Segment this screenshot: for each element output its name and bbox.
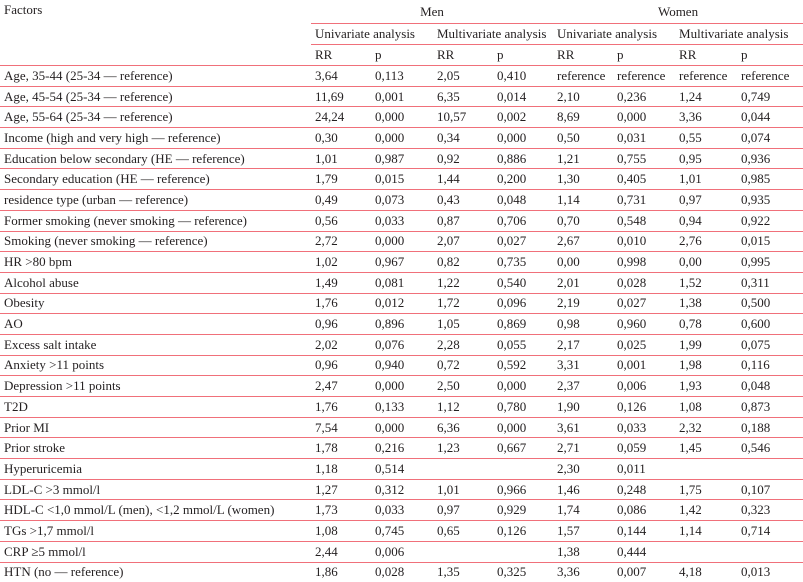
men-multivariate-p-cell: 0,000: [493, 128, 553, 149]
women-univariate-header: Univariate analysis: [553, 24, 675, 45]
men-univariate-p-cell: 0,073: [371, 190, 433, 211]
women-univariate-rr-cell: 1,90: [553, 397, 613, 418]
women-multivariate-rr-cell: 1,24: [675, 86, 737, 107]
men-multivariate-rr-cell: 1,22: [433, 272, 493, 293]
women-multivariate-p-cell: 0,985: [737, 169, 803, 190]
men-univariate-p-cell: 0,012: [371, 293, 433, 314]
men-univariate-p-cell: 0,745: [371, 521, 433, 542]
women-univariate-rr-cell: 2,37: [553, 376, 613, 397]
men-univariate-rr-header: RR: [311, 45, 371, 66]
men-univariate-p-cell: 0,076: [371, 334, 433, 355]
table-row: [0, 107, 803, 128]
table-row: [0, 459, 803, 480]
women-multivariate-p-cell: 0,116: [737, 355, 803, 376]
men-multivariate-rr-cell: 1,44: [433, 169, 493, 190]
women-multivariate-p-cell: 0,749: [737, 86, 803, 107]
men-multivariate-p-cell: 0,027: [493, 231, 553, 252]
women-multivariate-p-cell: 0,015: [737, 231, 803, 252]
men-univariate-p-cell: 0,133: [371, 397, 433, 418]
women-univariate-p-cell: 0,548: [613, 210, 675, 231]
men-multivariate-header: Multivariate analysis: [433, 24, 553, 45]
men-multivariate-rr-cell: 2,28: [433, 334, 493, 355]
men-multivariate-rr-cell: 2,07: [433, 231, 493, 252]
men-univariate-rr-cell: 1,27: [311, 479, 371, 500]
factor-label: Prior MI: [0, 417, 311, 438]
men-univariate-p-cell: 0,113: [371, 66, 433, 87]
men-multivariate-p-cell: 0,126: [493, 521, 553, 542]
women-univariate-p-cell: 0,444: [613, 541, 675, 562]
men-multivariate-p-header: p: [493, 45, 553, 66]
women-multivariate-rr-cell: 0,94: [675, 210, 737, 231]
women-univariate-p-cell: 0,248: [613, 479, 675, 500]
table-row: [0, 479, 803, 500]
men-univariate-rr-cell: 11,69: [311, 86, 371, 107]
men-multivariate-rr-cell: 0,92: [433, 148, 493, 169]
men-univariate-rr-cell: 1,86: [311, 562, 371, 582]
women-multivariate-p-cell: 0,995: [737, 252, 803, 273]
women-multivariate-p-cell: 0,922: [737, 210, 803, 231]
factor-label: Anxiety >11 points: [0, 355, 311, 376]
women-univariate-rr-cell: 3,61: [553, 417, 613, 438]
factor-label: Excess salt intake: [0, 334, 311, 355]
men-multivariate-p-cell: 0,780: [493, 397, 553, 418]
women-univariate-p-cell: 0,059: [613, 438, 675, 459]
men-multivariate-p-cell: 0,000: [493, 376, 553, 397]
factor-label: Smoking (never smoking — reference): [0, 231, 311, 252]
men-multivariate-p-cell: 0,002: [493, 107, 553, 128]
women-multivariate-p-cell: 0,323: [737, 500, 803, 521]
women-multivariate-p-cell: 0,714: [737, 521, 803, 542]
women-multivariate-p-cell: 0,873: [737, 397, 803, 418]
men-multivariate-p-cell: 0,869: [493, 314, 553, 335]
factor-label: Age, 45-54 (25-34 — reference): [0, 86, 311, 107]
women-univariate-rr-cell: 2,67: [553, 231, 613, 252]
women-multivariate-p-cell: 0,311: [737, 272, 803, 293]
women-univariate-rr-cell: 3,31: [553, 355, 613, 376]
factor-label: Prior stroke: [0, 438, 311, 459]
men-univariate-p-cell: 0,081: [371, 272, 433, 293]
factor-label: Secondary education (HE — reference): [0, 169, 311, 190]
table-row: [0, 66, 803, 87]
women-multivariate-rr-cell: 1,75: [675, 479, 737, 500]
women-multivariate-rr-cell: 2,32: [675, 417, 737, 438]
table-row: [0, 438, 803, 459]
women-univariate-p-cell: 0,025: [613, 334, 675, 355]
women-univariate-p-cell: 0,405: [613, 169, 675, 190]
men-univariate-p-cell: 0,514: [371, 459, 433, 480]
men-multivariate-rr-cell: 6,35: [433, 86, 493, 107]
table-row: [0, 397, 803, 418]
table-row: [0, 128, 803, 149]
men-multivariate-p-cell: 0,706: [493, 210, 553, 231]
table-row: [0, 541, 803, 562]
women-univariate-p-cell: 0,011: [613, 459, 675, 480]
women-univariate-rr-cell: 3,36: [553, 562, 613, 582]
women-multivariate-rr-cell: 1,14: [675, 521, 737, 542]
group-header-row: [0, 0, 803, 24]
factor-label: Age, 55-64 (25-34 — reference): [0, 107, 311, 128]
factor-label: HDL-C <1,0 mmol/L (men), <1,2 mmol/L (women): [0, 500, 311, 521]
factor-label: HTN (no — reference): [0, 562, 311, 582]
table-row: [0, 355, 803, 376]
men-group-header: Men: [311, 0, 553, 24]
men-multivariate-rr-cell: 1,72: [433, 293, 493, 314]
men-univariate-rr-cell: 0,96: [311, 314, 371, 335]
women-group-header: Women: [553, 0, 803, 24]
men-multivariate-rr-header: RR: [433, 45, 493, 66]
factor-label: Education below secondary (HE — reference): [0, 148, 311, 169]
factor-label: Hyperuricemia: [0, 459, 311, 480]
women-univariate-p-cell: 0,731: [613, 190, 675, 211]
women-univariate-p-cell: 0,086: [613, 500, 675, 521]
men-univariate-header: Univariate analysis: [311, 24, 433, 45]
women-multivariate-rr-cell: 1,42: [675, 500, 737, 521]
men-univariate-p-cell: 0,028: [371, 562, 433, 582]
men-univariate-rr-cell: 1,02: [311, 252, 371, 273]
women-univariate-p-cell: 0,010: [613, 231, 675, 252]
men-univariate-rr-cell: 0,96: [311, 355, 371, 376]
women-multivariate-rr-cell: 1,99: [675, 334, 737, 355]
women-univariate-p-cell: 0,007: [613, 562, 675, 582]
women-multivariate-p-cell: 0,044: [737, 107, 803, 128]
factor-label: HR >80 bpm: [0, 252, 311, 273]
men-multivariate-p-cell: 0,540: [493, 272, 553, 293]
table-row: [0, 417, 803, 438]
men-univariate-rr-cell: 3,64: [311, 66, 371, 87]
women-univariate-rr-cell: 2,71: [553, 438, 613, 459]
men-multivariate-rr-cell: 1,35: [433, 562, 493, 582]
table-row: [0, 148, 803, 169]
men-multivariate-rr-cell: 6,36: [433, 417, 493, 438]
factor-label: Former smoking (never smoking — reference): [0, 210, 311, 231]
factor-label: LDL-C >3 mmol/l: [0, 479, 311, 500]
factor-label: Age, 35-44 (25-34 — reference): [0, 66, 311, 87]
women-multivariate-p-cell: 0,600: [737, 314, 803, 335]
men-univariate-p-cell: 0,312: [371, 479, 433, 500]
women-multivariate-p-cell: 0,188: [737, 417, 803, 438]
men-univariate-p-cell: 0,216: [371, 438, 433, 459]
women-univariate-rr-cell: 8,69: [553, 107, 613, 128]
men-univariate-rr-cell: 0,56: [311, 210, 371, 231]
men-multivariate-rr-cell: 0,82: [433, 252, 493, 273]
women-univariate-rr-cell: 1,14: [553, 190, 613, 211]
table-row: [0, 231, 803, 252]
men-multivariate-rr-cell: 2,05: [433, 66, 493, 87]
men-multivariate-p-cell: 0,200: [493, 169, 553, 190]
table-row: [0, 293, 803, 314]
table-row: [0, 169, 803, 190]
factor-label: Obesity: [0, 293, 311, 314]
women-univariate-rr-cell: 1,21: [553, 148, 613, 169]
men-univariate-p-cell: 0,000: [371, 107, 433, 128]
women-multivariate-rr-cell: 1,08: [675, 397, 737, 418]
men-univariate-rr-cell: 1,79: [311, 169, 371, 190]
men-multivariate-rr-cell: [433, 541, 493, 562]
women-multivariate-p-cell: 0,936: [737, 148, 803, 169]
men-multivariate-p-cell: [493, 459, 553, 480]
women-univariate-p-cell: 0,001: [613, 355, 675, 376]
table-row: [0, 314, 803, 335]
men-multivariate-p-cell: 0,325: [493, 562, 553, 582]
men-multivariate-rr-cell: 0,34: [433, 128, 493, 149]
women-multivariate-p-cell: 0,048: [737, 376, 803, 397]
men-univariate-rr-cell: 1,18: [311, 459, 371, 480]
women-multivariate-rr-cell: 1,98: [675, 355, 737, 376]
men-univariate-p-cell: 0,033: [371, 210, 433, 231]
women-univariate-rr-cell: 1,57: [553, 521, 613, 542]
women-univariate-p-cell: reference: [613, 66, 675, 87]
women-univariate-rr-cell: 1,38: [553, 541, 613, 562]
men-univariate-rr-cell: 0,49: [311, 190, 371, 211]
women-univariate-rr-header: RR: [553, 45, 613, 66]
men-multivariate-rr-cell: 1,05: [433, 314, 493, 335]
men-multivariate-rr-cell: 0,65: [433, 521, 493, 542]
men-multivariate-p-cell: [493, 541, 553, 562]
men-multivariate-rr-cell: 1,23: [433, 438, 493, 459]
women-univariate-p-cell: 0,033: [613, 417, 675, 438]
men-multivariate-p-cell: 0,055: [493, 334, 553, 355]
women-multivariate-p-header: p: [737, 45, 803, 66]
men-univariate-rr-cell: 7,54: [311, 417, 371, 438]
men-univariate-rr-cell: 24,24: [311, 107, 371, 128]
women-univariate-p-cell: 0,236: [613, 86, 675, 107]
factor-label: Depression >11 points: [0, 376, 311, 397]
men-univariate-p-cell: 0,896: [371, 314, 433, 335]
men-univariate-p-cell: 0,967: [371, 252, 433, 273]
women-multivariate-p-cell: 0,074: [737, 128, 803, 149]
women-univariate-rr-cell: 2,10: [553, 86, 613, 107]
men-univariate-rr-cell: 2,02: [311, 334, 371, 355]
women-univariate-p-cell: 0,006: [613, 376, 675, 397]
men-multivariate-rr-cell: 0,87: [433, 210, 493, 231]
men-multivariate-rr-cell: 0,72: [433, 355, 493, 376]
men-multivariate-rr-cell: 1,12: [433, 397, 493, 418]
men-multivariate-p-cell: 0,014: [493, 86, 553, 107]
table-row: [0, 190, 803, 211]
women-univariate-p-cell: 0,998: [613, 252, 675, 273]
factor-label: Income (high and very high — reference): [0, 128, 311, 149]
men-univariate-p-cell: 0,987: [371, 148, 433, 169]
men-univariate-p-cell: 0,000: [371, 417, 433, 438]
men-univariate-p-cell: 0,000: [371, 376, 433, 397]
men-univariate-p-header: p: [371, 45, 433, 66]
men-multivariate-p-cell: 0,735: [493, 252, 553, 273]
women-univariate-rr-cell: 2,19: [553, 293, 613, 314]
women-univariate-rr-cell: 2,01: [553, 272, 613, 293]
table-row: [0, 500, 803, 521]
women-multivariate-rr-cell: 0,78: [675, 314, 737, 335]
men-univariate-rr-cell: 0,30: [311, 128, 371, 149]
men-univariate-rr-cell: 1,73: [311, 500, 371, 521]
women-univariate-p-cell: 0,755: [613, 148, 675, 169]
men-multivariate-p-cell: 0,410: [493, 66, 553, 87]
women-multivariate-p-cell: [737, 459, 803, 480]
men-univariate-rr-cell: 1,78: [311, 438, 371, 459]
table-row: [0, 272, 803, 293]
men-univariate-p-cell: 0,006: [371, 541, 433, 562]
men-univariate-rr-cell: 2,47: [311, 376, 371, 397]
men-multivariate-rr-cell: 0,97: [433, 500, 493, 521]
women-univariate-rr-cell: 1,30: [553, 169, 613, 190]
men-multivariate-p-cell: 0,592: [493, 355, 553, 376]
men-multivariate-p-cell: 0,886: [493, 148, 553, 169]
women-univariate-rr-cell: 0,98: [553, 314, 613, 335]
men-univariate-p-cell: 0,015: [371, 169, 433, 190]
men-univariate-p-cell: 0,000: [371, 231, 433, 252]
men-multivariate-p-cell: 0,048: [493, 190, 553, 211]
factor-label: TGs >1,7 mmol/l: [0, 521, 311, 542]
table-row: [0, 562, 803, 582]
men-multivariate-p-cell: 0,966: [493, 479, 553, 500]
women-univariate-rr-cell: 0,50: [553, 128, 613, 149]
women-multivariate-rr-cell: 0,00: [675, 252, 737, 273]
women-univariate-rr-cell: 2,30: [553, 459, 613, 480]
men-univariate-rr-cell: 2,44: [311, 541, 371, 562]
men-multivariate-p-cell: 0,096: [493, 293, 553, 314]
women-multivariate-rr-cell: 1,45: [675, 438, 737, 459]
women-univariate-rr-cell: 2,17: [553, 334, 613, 355]
women-univariate-p-cell: 0,144: [613, 521, 675, 542]
women-multivariate-rr-cell: 2,76: [675, 231, 737, 252]
women-multivariate-p-cell: 0,935: [737, 190, 803, 211]
women-univariate-rr-cell: 0,00: [553, 252, 613, 273]
men-univariate-rr-cell: 1,01: [311, 148, 371, 169]
women-multivariate-rr-header: RR: [675, 45, 737, 66]
men-multivariate-rr-cell: 1,01: [433, 479, 493, 500]
table-row: [0, 86, 803, 107]
men-univariate-rr-cell: 2,72: [311, 231, 371, 252]
women-multivariate-rr-cell: [675, 459, 737, 480]
men-multivariate-p-cell: 0,929: [493, 500, 553, 521]
factor-label: T2D: [0, 397, 311, 418]
women-multivariate-p-cell: 0,546: [737, 438, 803, 459]
women-multivariate-rr-cell: 3,36: [675, 107, 737, 128]
men-multivariate-rr-cell: 2,50: [433, 376, 493, 397]
table-row: [0, 252, 803, 273]
women-multivariate-rr-cell: 0,55: [675, 128, 737, 149]
men-multivariate-rr-cell: [433, 459, 493, 480]
factor-label: Alcohol abuse: [0, 272, 311, 293]
women-multivariate-rr-cell: reference: [675, 66, 737, 87]
women-univariate-p-header: p: [613, 45, 675, 66]
factors-header: Factors: [4, 2, 43, 17]
men-multivariate-rr-cell: 0,43: [433, 190, 493, 211]
table-row: [0, 376, 803, 397]
women-univariate-p-cell: 0,028: [613, 272, 675, 293]
table-row: [0, 521, 803, 542]
women-multivariate-rr-cell: [675, 541, 737, 562]
women-multivariate-p-cell: 0,013: [737, 562, 803, 582]
women-multivariate-rr-cell: 1,01: [675, 169, 737, 190]
women-multivariate-rr-cell: 0,97: [675, 190, 737, 211]
men-univariate-rr-cell: 1,76: [311, 397, 371, 418]
men-univariate-p-cell: 0,033: [371, 500, 433, 521]
men-univariate-rr-cell: 1,76: [311, 293, 371, 314]
factor-label: residence type (urban — reference): [0, 190, 311, 211]
women-multivariate-p-cell: 0,075: [737, 334, 803, 355]
women-univariate-p-cell: 0,031: [613, 128, 675, 149]
women-univariate-p-cell: 0,027: [613, 293, 675, 314]
men-multivariate-rr-cell: 10,57: [433, 107, 493, 128]
women-multivariate-p-cell: 0,500: [737, 293, 803, 314]
men-univariate-p-cell: 0,940: [371, 355, 433, 376]
table-row: [0, 334, 803, 355]
women-univariate-p-cell: 0,000: [613, 107, 675, 128]
women-multivariate-rr-cell: 1,93: [675, 376, 737, 397]
women-multivariate-rr-cell: 1,38: [675, 293, 737, 314]
table-row: [0, 210, 803, 231]
women-multivariate-header: Multivariate analysis: [675, 24, 803, 45]
men-univariate-p-cell: 0,000: [371, 128, 433, 149]
women-univariate-rr-cell: 1,46: [553, 479, 613, 500]
women-multivariate-p-cell: [737, 541, 803, 562]
men-univariate-rr-cell: 1,49: [311, 272, 371, 293]
women-univariate-rr-cell: reference: [553, 66, 613, 87]
women-multivariate-rr-cell: 4,18: [675, 562, 737, 582]
men-univariate-rr-cell: 1,08: [311, 521, 371, 542]
men-multivariate-p-cell: 0,667: [493, 438, 553, 459]
women-univariate-p-cell: 0,960: [613, 314, 675, 335]
women-univariate-p-cell: 0,126: [613, 397, 675, 418]
women-multivariate-rr-cell: 1,52: [675, 272, 737, 293]
women-multivariate-p-cell: 0,107: [737, 479, 803, 500]
men-univariate-p-cell: 0,001: [371, 86, 433, 107]
women-multivariate-rr-cell: 0,95: [675, 148, 737, 169]
men-multivariate-p-cell: 0,000: [493, 417, 553, 438]
women-multivariate-p-cell: reference: [737, 66, 803, 87]
women-univariate-rr-cell: 1,74: [553, 500, 613, 521]
factor-label: CRP ≥5 mmol/l: [0, 541, 311, 562]
women-univariate-rr-cell: 0,70: [553, 210, 613, 231]
factor-label: AO: [0, 314, 311, 335]
